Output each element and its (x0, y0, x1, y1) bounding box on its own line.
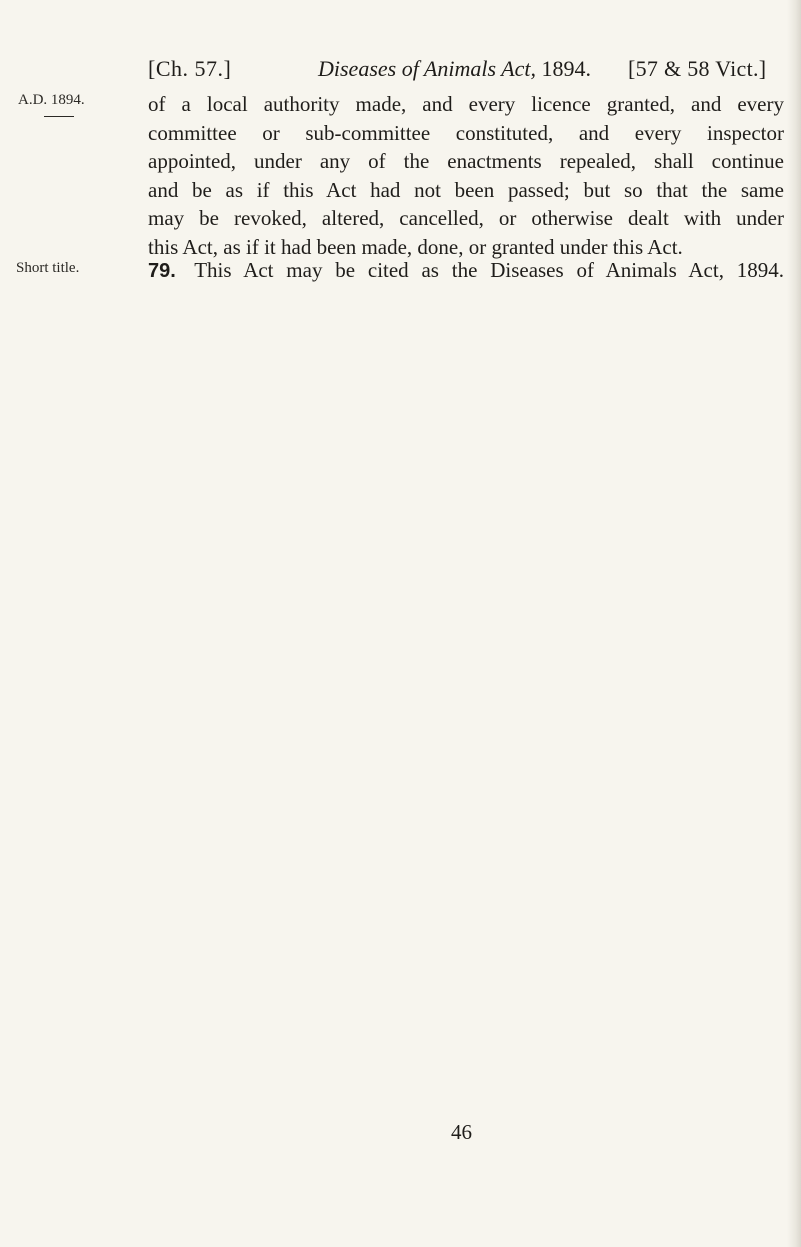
running-head (148, 56, 784, 88)
body-line-2: committee or sub-committee constituted, and every inspector (148, 120, 784, 145)
page-number: 46 (451, 1120, 472, 1144)
body-line-3: appointed, under any of the enactments repealed, shall continue (148, 149, 784, 174)
body-line-5: may be revoked, altered, cancelled, or otherwise dealt with under (148, 206, 784, 231)
section-number: 79. (148, 260, 176, 282)
page-edge-shadow (787, 0, 801, 1247)
running-head-year: 1894. (541, 56, 591, 81)
running-head-title (318, 56, 591, 82)
running-head-title-text: Diseases of Animals Act, (318, 56, 536, 81)
running-head-regnal-year: [57 & 58 Vict.] (628, 56, 767, 81)
section-79 (148, 258, 784, 283)
body-paragraph (148, 90, 784, 262)
section-text: This Act may be cited as the Diseases of Animals Act, 1894. (194, 258, 784, 282)
margin-date-note: A.D. 1894. (18, 92, 85, 108)
margin-short-title-note: Short title. (16, 260, 80, 276)
body-line-4: and be as if this Act had not been passed; but so that the same (148, 177, 784, 202)
body-line-6: this Act, as if it had been made, done, or granted under this Act. (148, 234, 683, 259)
margin-date-rule (44, 116, 74, 117)
body-line-1: of a local authority made, and every licence granted, and every (148, 92, 784, 116)
running-head-chapter: [Ch. 57.] (148, 56, 232, 81)
